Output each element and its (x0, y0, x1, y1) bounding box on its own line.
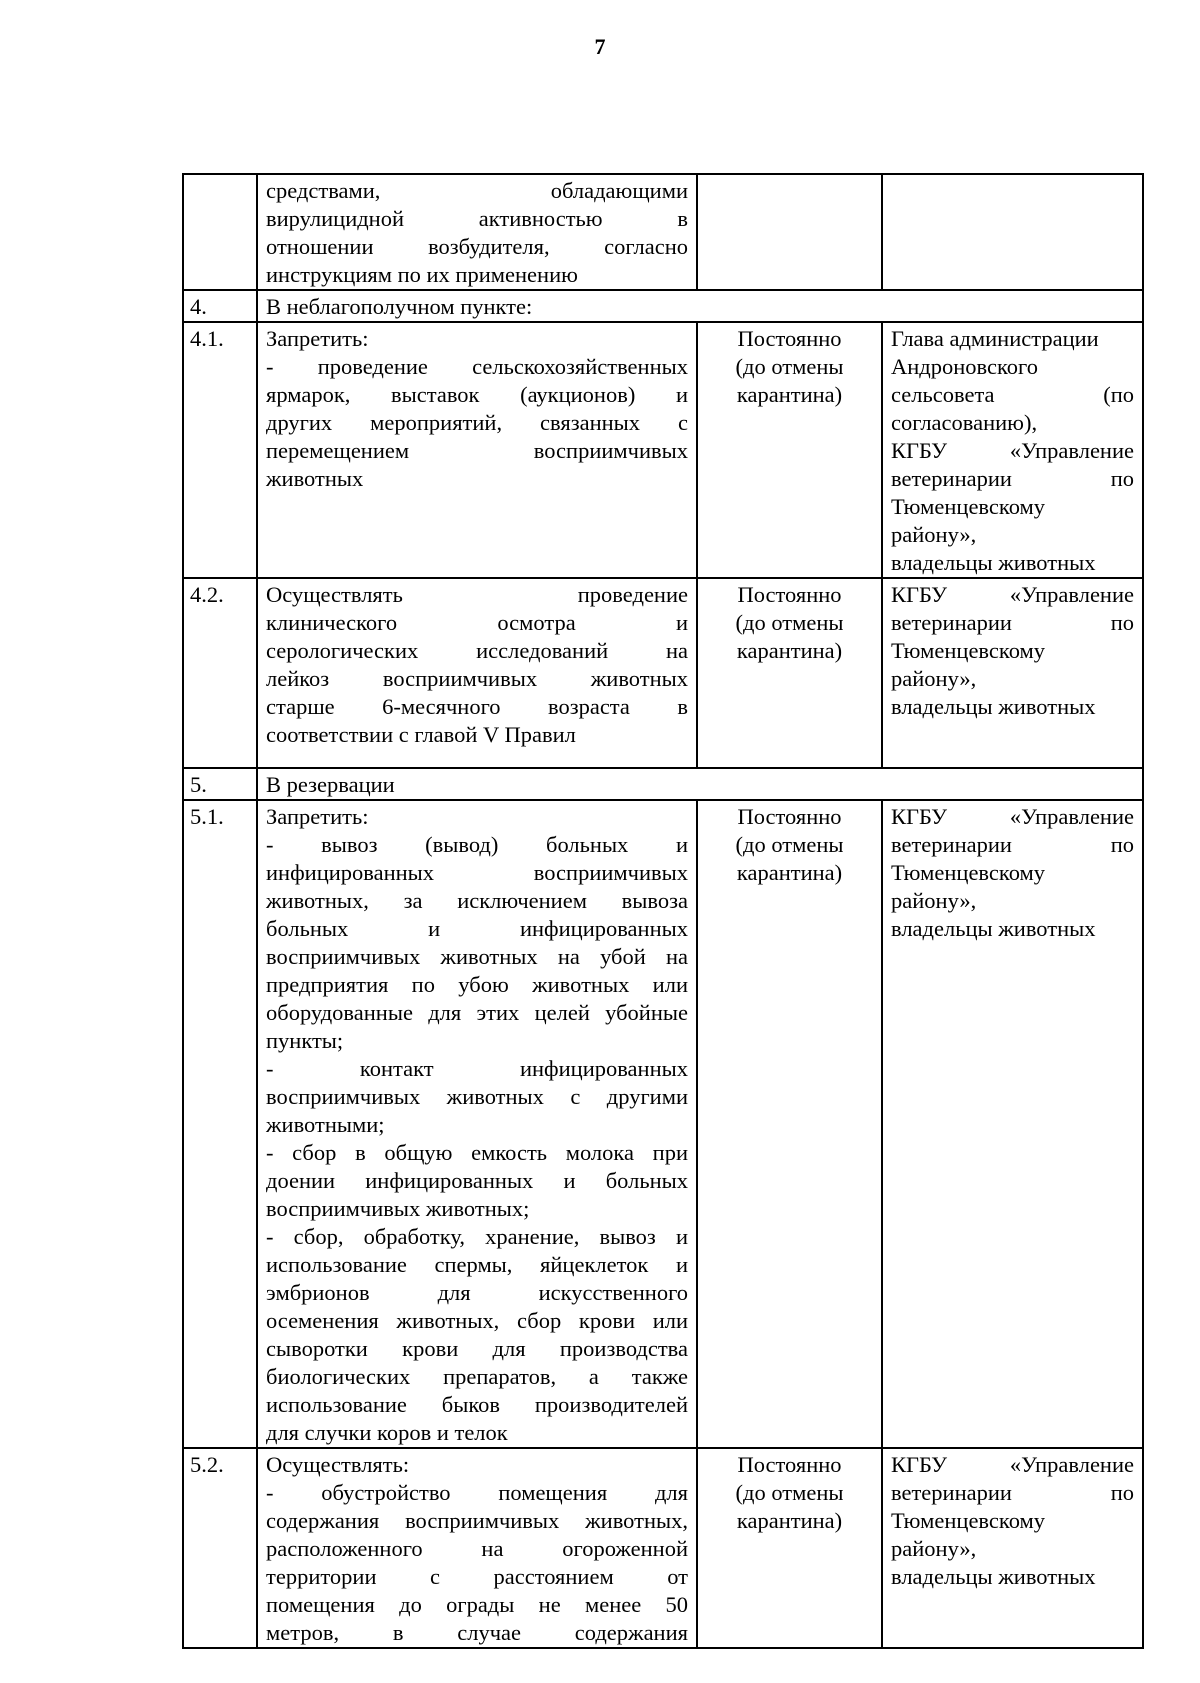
item-number: 5.1. (183, 800, 257, 1448)
section-number: 5. (183, 768, 257, 800)
section-title: В неблагополучном пункте: (257, 290, 1143, 322)
responsible-cell: Глава администрации Андроновского сельсовета (по согласованию), КГБУ «Управление ветеринарии по Тюменцевскому району», владельцы животных (882, 322, 1143, 578)
table-row (183, 174, 1143, 290)
table-row (183, 578, 1143, 768)
row-number-cell (183, 174, 257, 290)
measure-text: средствами, обладающими вирулицидной активностью в отношении возбудителя, согласно инструкциям по их применению (257, 174, 697, 290)
measure-text: Осуществлять: - обустройство помещения для содержания восприимчивых животных, расположенного на огороженной территории с расстоянием от помещения до ограды не менее 50 метров, в случае содержания (257, 1448, 697, 1648)
item-number: 5.2. (183, 1448, 257, 1648)
table-row (183, 322, 1143, 578)
page-number: 7 (594, 34, 606, 59)
measure-text: Запретить: - проведение сельскохозяйственных ярмарок, выставок (аукционов) и других мероприятий, связанных с перемещением восприимчивых животных (257, 322, 697, 578)
term-cell (697, 174, 882, 290)
measure-text: Осуществлять проведение клинического осмотра и серологических исследований на лейкоз восприимчивых животных старше 6-месячного возраста в соответствии с главой V Правил (257, 578, 697, 768)
responsible-cell: КГБУ «Управление ветеринарии по Тюменцевскому району», владельцы животных (882, 1448, 1143, 1648)
responsible-cell: КГБУ «Управление ветеринарии по Тюменцевскому району», владельцы животных (882, 800, 1143, 1448)
measures-table (182, 173, 1144, 1649)
term-cell: Постоянно (до отмены карантина) (697, 322, 882, 578)
item-number: 4.1. (183, 322, 257, 578)
table-row (183, 800, 1143, 1448)
responsible-cell (882, 174, 1143, 290)
responsible-cell: КГБУ «Управление ветеринарии по Тюменцевскому району», владельцы животных (882, 578, 1143, 768)
measure-text: Запретить: - вывоз (вывод) больных и инфицированных восприимчивых животных, за исключением вывоза больных и инфицированных восприимчивых животных на убой на предприятия по убою животных или оборудованные для этих целей убойные пункты; - контакт инфицированных восприимчивых животных с другими животными; - сбор в общую емкость молока при доении инфицированных и больных восприимчивых животных; - сбор, обработку, хранение, вывоз и использование спермы, яйцеклеток и эмбрионов для искусственного осеменения животных, сбор крови или сыворотки крови для производства биологических препаратов, а также использование быков производителей для случки коров и телок (257, 800, 697, 1448)
section-row (183, 768, 1143, 800)
table-row (183, 1448, 1143, 1648)
section-title: В резервации (257, 768, 1143, 800)
term-cell: Постоянно (до отмены карантина) (697, 800, 882, 1448)
section-number: 4. (183, 290, 257, 322)
term-cell: Постоянно (до отмены карантина) (697, 578, 882, 768)
item-number: 4.2. (183, 578, 257, 768)
term-cell: Постоянно (до отмены карантина) (697, 1448, 882, 1648)
section-row (183, 290, 1143, 322)
